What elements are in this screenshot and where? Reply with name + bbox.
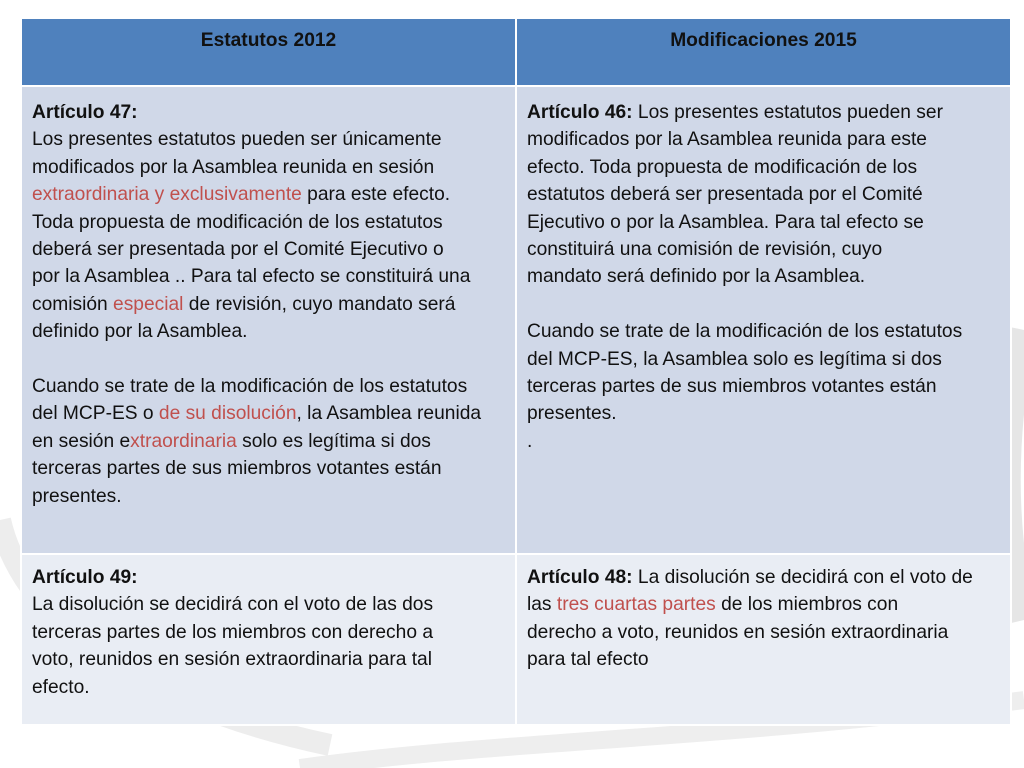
header-row — [21, 18, 1011, 86]
text-line: del MCP-ES o de su disolución, la Asamblea reunida — [32, 403, 482, 425]
header-modificaciones-2015: Modificaciones 2015 — [516, 18, 1011, 86]
text-line: terceras partes de los miembros con derecho a — [32, 621, 433, 643]
text-line: efecto. — [32, 676, 90, 698]
text-line: Cuando se trate de la modificación de los estatutos — [527, 321, 963, 343]
text-line: estatutos deberá ser presentada por el Comité — [527, 184, 923, 206]
cell-articulo-49 — [21, 554, 516, 725]
text-line: las tres cuartas partes de los miembros con — [527, 594, 899, 616]
text-line: Toda propuesta de modificación de los estatutos — [32, 211, 443, 233]
text-line: presentes. — [32, 485, 122, 507]
text-line: Los presentes estatutos pueden ser únicamente — [32, 129, 442, 151]
text-line: Ejecutivo o por la Asamblea. Para tal efecto se — [527, 211, 924, 233]
highlight-text: extraordinaria y exclusivamente — [32, 184, 302, 206]
article-title: Artículo 46: — [527, 102, 633, 123]
cell-articulo-46 — [516, 86, 1011, 554]
text-line: Artículo 46: Los presentes estatutos pueden ser — [527, 102, 943, 123]
text-line: para tal efecto — [527, 649, 649, 671]
text-line: modificados por la Asamblea reunida para este — [527, 129, 927, 151]
text-line: del MCP-ES, la Asamblea solo es legítima si dos — [527, 348, 942, 370]
header-estatutos-2012: Estatutos 2012 — [21, 18, 516, 86]
text-line: presentes. — [527, 403, 617, 425]
article-title: Artículo 48: — [527, 567, 633, 588]
text-line: constituirá una comisión de revisión, cuyo — [527, 239, 883, 261]
text-line: efecto. Toda propuesta de modificación de los — [527, 156, 918, 178]
highlight-text: tres cuartas partes — [556, 594, 716, 616]
comparison-table — [20, 17, 1012, 726]
row-articles-49-48 — [21, 554, 1011, 725]
text-line: . — [527, 430, 533, 452]
article-title: Artículo 49: — [32, 567, 138, 588]
text-line: voto, reunidos en sesión extraordinaria para tal — [32, 649, 432, 671]
text-line: deberá ser presentada por el Comité Ejecutivo o — [32, 239, 444, 261]
highlight-text: xtraordinaria — [130, 430, 237, 452]
text-line: comisión especial de revisión, cuyo mandato será — [32, 293, 456, 315]
text-line: mandato será definido por la Asamblea. — [527, 266, 866, 288]
text-line: Artículo 48: La disolución se decidirá con el voto de — [527, 567, 973, 588]
text-line: terceras partes de sus miembros votantes están — [32, 458, 442, 480]
text-line: por la Asamblea .. Para tal efecto se constituirá una — [32, 266, 471, 288]
text-line: modificados por la Asamblea reunida en sesión — [32, 156, 435, 178]
text-line: terceras partes de sus miembros votantes están — [527, 376, 937, 398]
text-line: definido por la Asamblea. — [32, 321, 248, 343]
cell-articulo-47 — [21, 86, 516, 554]
text-line: en sesión extraordinaria solo es legítima si dos — [32, 430, 431, 452]
text-line: Cuando se trate de la modificación de los estatutos — [32, 376, 468, 398]
highlight-text: de su disolución — [158, 403, 297, 425]
cell-articulo-48 — [516, 554, 1011, 725]
text-line: La disolución se decidirá con el voto de las dos — [32, 594, 434, 616]
article-title: Artículo 47: — [32, 102, 138, 123]
text-line: derecho a voto, reunidos en sesión extraordinaria — [527, 621, 949, 643]
highlight-text: especial — [113, 293, 184, 315]
row-articles-47-46 — [21, 86, 1011, 554]
text-line: extraordinaria y exclusivamente para este efecto. — [32, 184, 451, 206]
